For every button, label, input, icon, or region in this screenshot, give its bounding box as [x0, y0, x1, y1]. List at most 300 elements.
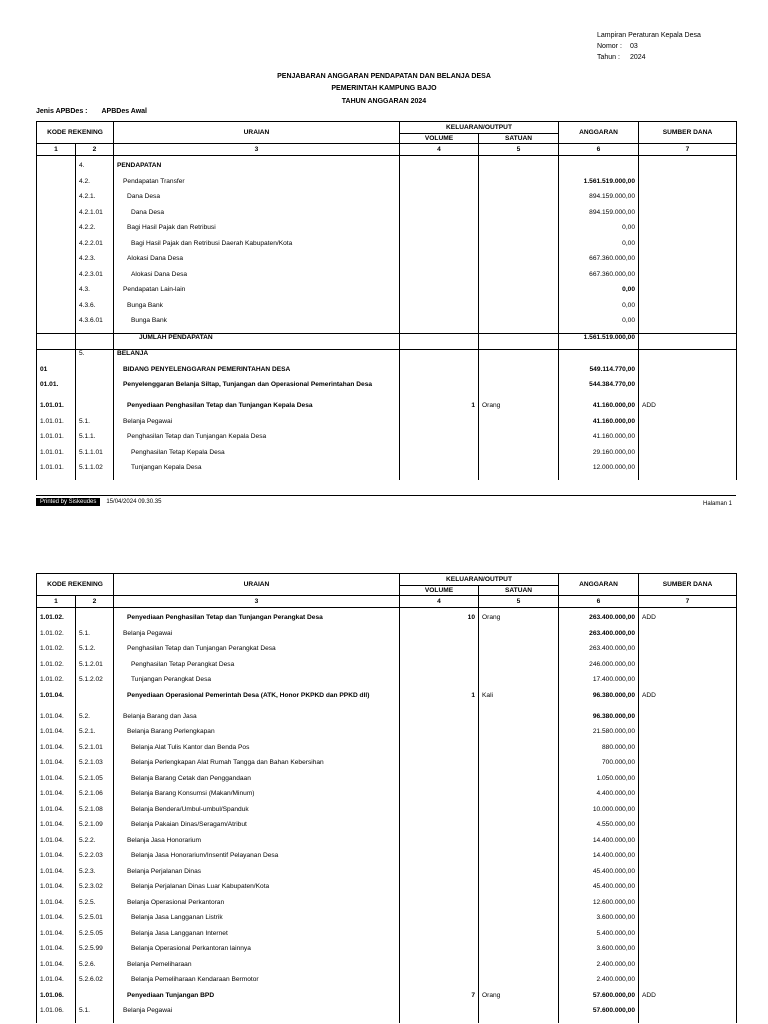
cell-volume	[400, 333, 479, 350]
col-num-2: 2	[76, 144, 114, 156]
cell-uraian: Belanja Operasional Perkantoran lainnya	[114, 945, 400, 961]
cell-anggaran: 880.000,00	[559, 744, 639, 760]
cell-satuan	[479, 976, 559, 992]
table-row	[37, 302, 737, 318]
cell-kode-2: 5.2.3.02	[76, 883, 114, 899]
cell-satuan	[479, 1007, 559, 1023]
cell-volume	[400, 317, 479, 333]
cell-kode-2: 5.2.2.03	[76, 852, 114, 868]
table-row	[37, 209, 737, 225]
cell-anggaran: 0,00	[559, 317, 639, 333]
budget-table-page-2	[36, 573, 737, 1023]
cell-satuan	[479, 366, 559, 382]
cell-anggaran: 41.160.000,00	[559, 418, 639, 434]
cell-volume	[400, 162, 479, 178]
col-sumber-dana: SUMBER DANA	[639, 574, 737, 596]
cell-satuan	[479, 837, 559, 853]
cell-satuan	[479, 713, 559, 729]
cell-kode-2: 4.2.1.	[76, 193, 114, 209]
table-row	[37, 976, 737, 992]
cell-anggaran: 14.400.000,00	[559, 852, 639, 868]
cell-uraian: Belanja Operasional Perkantoran	[114, 899, 400, 915]
table-row	[37, 240, 737, 256]
table-row	[37, 381, 737, 402]
cell-anggaran: 894.159.000,00	[559, 209, 639, 225]
cell-kode-2: 5.2.1.05	[76, 775, 114, 791]
cell-satuan	[479, 930, 559, 946]
cell-sumber-dana	[639, 162, 737, 178]
cell-satuan	[479, 162, 559, 178]
cell-satuan: Orang	[479, 992, 559, 1008]
cell-volume	[400, 193, 479, 209]
cell-kode-1: 1.01.04.	[37, 806, 76, 822]
cell-satuan	[479, 630, 559, 646]
col-satuan: SATUAN	[479, 586, 559, 596]
cell-volume	[400, 976, 479, 992]
col-num-4: 4	[400, 144, 479, 156]
cell-satuan	[479, 945, 559, 961]
cell-kode-1	[37, 178, 76, 194]
cell-anggaran: 0,00	[559, 240, 639, 256]
cell-kode-2: 5.2.1.08	[76, 806, 114, 822]
cell-anggaran: 4.400.000,00	[559, 790, 639, 806]
cell-uraian: Pendapatan Lain-lain	[114, 286, 400, 302]
cell-sumber-dana	[639, 240, 737, 256]
cell-kode-1: 1.01.04.	[37, 899, 76, 915]
cell-volume	[400, 899, 479, 915]
cell-volume: 7	[400, 992, 479, 1008]
cell-uraian: Penyediaan Penghasilan Tetap dan Tunjangan Perangkat Desa	[114, 614, 400, 630]
cell-kode-2: 5.2.1.03	[76, 759, 114, 775]
table-row	[37, 899, 737, 915]
cell-satuan	[479, 759, 559, 775]
cell-uraian: Penghasilan Tetap dan Tunjangan Perangkat Desa	[114, 645, 400, 661]
cell-sumber-dana	[639, 775, 737, 791]
cell-anggaran: 57.600.000,00	[559, 1007, 639, 1023]
col-num-5: 5	[479, 144, 559, 156]
cell-sumber-dana	[639, 661, 737, 677]
cell-kode-2: 5.2.5.99	[76, 945, 114, 961]
doc-title-1: PENJABARAN ANGGARAN PENDAPATAN DAN BELANJA DESA	[277, 73, 491, 80]
cell-kode-1: 1.01.04.	[37, 930, 76, 946]
cell-kode-1	[37, 317, 76, 333]
cell-kode-1: 1.01.02.	[37, 645, 76, 661]
cell-kode-1: 01	[37, 366, 76, 382]
cell-sumber-dana: ADD	[639, 402, 737, 418]
cell-kode-1: 1.01.04.	[37, 821, 76, 837]
cell-uraian: BIDANG PENYELENGGARAN PEMERINTAHAN DESA	[114, 366, 400, 382]
cell-kode-2: 4.3.6.01	[76, 317, 114, 333]
cell-sumber-dana	[639, 790, 737, 806]
cell-volume	[400, 255, 479, 271]
cell-uraian: Belanja Perjalanan Dinas	[114, 868, 400, 884]
budget-table-page-1	[36, 121, 737, 480]
cell-anggaran: 0,00	[559, 302, 639, 318]
jenis-apbdes	[36, 108, 161, 115]
col-num-7: 7	[639, 144, 737, 156]
cell-sumber-dana: ADD	[639, 614, 737, 630]
cell-kode-2: 5.2.6.	[76, 961, 114, 977]
cell-kode-2: 5.2.1.01	[76, 744, 114, 760]
cell-volume	[400, 713, 479, 729]
cell-satuan	[479, 645, 559, 661]
cell-sumber-dana	[639, 759, 737, 775]
cell-satuan	[479, 961, 559, 977]
col-volume: VOLUME	[400, 586, 479, 596]
col-num-5: 5	[479, 596, 559, 608]
col-num-1: 1	[37, 596, 76, 608]
cell-kode-2: 5.	[76, 350, 114, 366]
table-row	[37, 961, 737, 977]
cell-kode-1	[37, 302, 76, 318]
cell-uraian: Belanja Jasa Langganan Listrik	[114, 914, 400, 930]
cell-volume	[400, 464, 479, 480]
cell-volume: 10	[400, 614, 479, 630]
cell-kode-1: 1.01.04.	[37, 914, 76, 930]
cell-volume	[400, 1007, 479, 1023]
cell-uraian: Belanja Jasa Honorarium	[114, 837, 400, 853]
cell-sumber-dana	[639, 464, 737, 480]
cell-sumber-dana	[639, 366, 737, 382]
cell-kode-2: 5.2.3.	[76, 868, 114, 884]
col-num-3: 3	[114, 596, 400, 608]
cell-uraian: Belanja Jasa Honorarium/Insentif Pelayanan Desa	[114, 852, 400, 868]
cell-kode-2: 5.1.	[76, 630, 114, 646]
cell-kode-1	[37, 286, 76, 302]
cell-sumber-dana	[639, 178, 737, 194]
cell-satuan	[479, 852, 559, 868]
cell-uraian: Bagi Hasil Pajak dan Retribusi	[114, 224, 400, 240]
cell-kode-2	[76, 402, 114, 418]
cell-anggaran: 57.600.000,00	[559, 992, 639, 1008]
cell-sumber-dana: ADD	[639, 692, 737, 713]
jenis-label: Jenis APBDes :	[36, 108, 88, 115]
cell-volume	[400, 433, 479, 449]
cell-anggaran: 667.360.000,00	[559, 255, 639, 271]
tahun-line	[597, 52, 701, 63]
jenis-value: APBDes Awal	[101, 108, 148, 115]
table-row	[37, 852, 737, 868]
cell-volume	[400, 302, 479, 318]
cell-sumber-dana	[639, 449, 737, 465]
cell-anggaran: 41.160.000,00	[559, 433, 639, 449]
cell-anggaran: 4.550.000,00	[559, 821, 639, 837]
cell-anggaran: 14.400.000,00	[559, 837, 639, 853]
cell-sumber-dana	[639, 744, 737, 760]
cell-satuan	[479, 821, 559, 837]
cell-kode-2: 5.2.1.	[76, 728, 114, 744]
cell-kode-2	[76, 692, 114, 713]
table-row	[37, 992, 737, 1008]
cell-anggaran: 1.561.519.000,00	[559, 178, 639, 194]
col-uraian: URAIAN	[114, 122, 400, 144]
cell-volume	[400, 661, 479, 677]
cell-satuan: Orang	[479, 402, 559, 418]
cell-uraian: Penyelenggaran Belanja Siltap, Tunjangan dan Operasional Pemerintahan Desa	[114, 381, 400, 402]
col-sumber-dana: SUMBER DANA	[639, 122, 737, 144]
cell-volume	[400, 775, 479, 791]
cell-volume	[400, 806, 479, 822]
cell-kode-2: 4.3.	[76, 286, 114, 302]
cell-kode-2: 5.1.2.01	[76, 661, 114, 677]
cell-uraian: Penghasilan Tetap dan Tunjangan Kepala Desa	[114, 433, 400, 449]
cell-satuan	[479, 350, 559, 366]
cell-kode-1: 1.01.01.	[37, 464, 76, 480]
col-keluaran: KELUARAN/OUTPUT	[400, 574, 559, 586]
cell-sumber-dana	[639, 302, 737, 318]
cell-sumber-dana	[639, 806, 737, 822]
cell-uraian: Belanja Pegawai	[114, 418, 400, 434]
cell-uraian: Bunga Bank	[114, 302, 400, 318]
cell-satuan	[479, 775, 559, 791]
cell-satuan	[479, 868, 559, 884]
cell-satuan	[479, 790, 559, 806]
cell-kode-1: 1.01.04.	[37, 713, 76, 729]
nomor-line	[597, 41, 701, 52]
table-row	[37, 883, 737, 899]
cell-kode-2: 5.2.6.02	[76, 976, 114, 992]
cell-satuan	[479, 240, 559, 256]
cell-anggaran: 45.400.000,00	[559, 868, 639, 884]
col-anggaran: ANGGARAN	[559, 122, 639, 144]
cell-uraian: Belanja Pemeliharaan Kendaraan Bermotor	[114, 976, 400, 992]
cell-sumber-dana	[639, 852, 737, 868]
cell-volume	[400, 350, 479, 366]
cell-anggaran: 96.380.000,00	[559, 692, 639, 713]
cell-anggaran: 0,00	[559, 286, 639, 302]
cell-volume	[400, 366, 479, 382]
cell-sumber-dana	[639, 381, 737, 402]
cell-sumber-dana	[639, 209, 737, 225]
table-row	[37, 806, 737, 822]
cell-satuan	[479, 317, 559, 333]
cell-sumber-dana	[639, 271, 737, 287]
table-row	[37, 366, 737, 382]
cell-kode-1: 1.01.04.	[37, 868, 76, 884]
cell-anggaran: 544.384.770,00	[559, 381, 639, 402]
cell-kode-1: 1.01.04.	[37, 744, 76, 760]
cell-anggaran: 0,00	[559, 224, 639, 240]
cell-kode-2: 4.2.3.01	[76, 271, 114, 287]
cell-uraian: Belanja Alat Tulis Kantor dan Benda Pos	[114, 744, 400, 760]
cell-anggaran: 2.400.000,00	[559, 976, 639, 992]
cell-kode-2	[76, 992, 114, 1008]
cell-kode-1: 1.01.01.	[37, 449, 76, 465]
table-row	[37, 728, 737, 744]
printed-datetime: 15/04/2024 09.30.35	[106, 499, 162, 505]
cell-sumber-dana	[639, 333, 737, 350]
cell-volume	[400, 868, 479, 884]
cell-sumber-dana	[639, 961, 737, 977]
cell-anggaran: 5.400.000,00	[559, 930, 639, 946]
cell-volume	[400, 945, 479, 961]
cell-anggaran: 894.159.000,00	[559, 193, 639, 209]
cell-satuan	[479, 806, 559, 822]
cell-uraian: BELANJA	[114, 350, 400, 366]
cell-satuan	[479, 883, 559, 899]
tahun-value: 2024	[629, 54, 646, 61]
cell-kode-2	[76, 614, 114, 630]
cell-kode-1: 1.01.01.	[37, 418, 76, 434]
cell-uraian: Belanja Perlengkapan Alat Rumah Tangga dan Bahan Kebersihan	[114, 759, 400, 775]
cell-anggaran: 263.400.000,00	[559, 614, 639, 630]
cell-uraian: Belanja Bendera/Umbul-umbul/Spanduk	[114, 806, 400, 822]
cell-satuan	[479, 418, 559, 434]
col-num-7: 7	[639, 596, 737, 608]
cell-uraian: Belanja Barang Perlengkapan	[114, 728, 400, 744]
doc-title-3: TAHUN ANGGARAN 2024	[341, 98, 427, 105]
cell-sumber-dana	[639, 418, 737, 434]
cell-kode-1: 1.01.02.	[37, 630, 76, 646]
cell-sumber-dana	[639, 837, 737, 853]
cell-kode-2: 4.2.2.01	[76, 240, 114, 256]
table-row	[37, 821, 737, 837]
cell-kode-2: 5.1.2.	[76, 645, 114, 661]
cell-sumber-dana	[639, 976, 737, 992]
cell-uraian: Belanja Perjalanan Dinas Luar Kabupaten/Kota	[114, 883, 400, 899]
cell-uraian: Penghasilan Tetap Perangkat Desa	[114, 661, 400, 677]
cell-kode-1	[37, 333, 76, 350]
cell-kode-2: 4.2.3.	[76, 255, 114, 271]
table-row	[37, 645, 737, 661]
table-row	[37, 449, 737, 465]
doc-title-2: PEMERINTAH KAMPUNG BAJO	[331, 85, 437, 92]
cell-anggaran: 10.000.000,00	[559, 806, 639, 822]
table-row	[37, 271, 737, 287]
cell-uraian: Alokasi Dana Desa	[114, 255, 400, 271]
table-row	[37, 930, 737, 946]
cell-sumber-dana	[639, 821, 737, 837]
table-body-page-1	[37, 156, 737, 480]
col-keluaran: KELUARAN/OUTPUT	[400, 122, 559, 134]
table-row	[37, 676, 737, 692]
table-row	[37, 759, 737, 775]
cell-volume	[400, 790, 479, 806]
cell-anggaran: 549.114.770,00	[559, 366, 639, 382]
cell-volume	[400, 381, 479, 402]
cell-volume	[400, 224, 479, 240]
table-row	[37, 333, 737, 350]
cell-sumber-dana	[639, 630, 737, 646]
cell-satuan: Kali	[479, 692, 559, 713]
cell-sumber-dana: ADD	[639, 992, 737, 1008]
cell-uraian: Belanja Pegawai	[114, 630, 400, 646]
cell-volume: 1	[400, 692, 479, 713]
table-row	[37, 914, 737, 930]
cell-volume	[400, 883, 479, 899]
table-row	[37, 868, 737, 884]
cell-anggaran: 12.600.000,00	[559, 899, 639, 915]
page-number: Halaman 1	[702, 501, 732, 507]
cell-kode-1	[37, 271, 76, 287]
cell-kode-2	[76, 366, 114, 382]
cell-kode-2: 5.2.1.06	[76, 790, 114, 806]
table-row	[37, 350, 737, 366]
cell-volume	[400, 286, 479, 302]
cell-sumber-dana	[639, 286, 737, 302]
cell-kode-1: 1.01.02.	[37, 661, 76, 677]
table-row	[37, 162, 737, 178]
cell-kode-1: 1.01.04.	[37, 976, 76, 992]
cell-volume	[400, 240, 479, 256]
table-row	[37, 418, 737, 434]
cell-kode-1: 1.01.04.	[37, 692, 76, 713]
printed-by-badge: Printed by Siskeudes	[36, 498, 100, 506]
cell-satuan	[479, 271, 559, 287]
cell-kode-1: 1.01.04.	[37, 790, 76, 806]
cell-satuan	[479, 914, 559, 930]
cell-uraian: Penyediaan Penghasilan Tetap dan Tunjangan Kepala Desa	[114, 402, 400, 418]
cell-uraian: Belanja Barang Konsumsi (Makan/Minum)	[114, 790, 400, 806]
cell-uraian: Bunga Bank	[114, 317, 400, 333]
cell-volume	[400, 852, 479, 868]
cell-sumber-dana	[639, 255, 737, 271]
cell-anggaran: 17.400.000,00	[559, 676, 639, 692]
cell-kode-1	[37, 209, 76, 225]
cell-uraian: Penghasilan Tetap Kepala Desa	[114, 449, 400, 465]
cell-volume: 1	[400, 402, 479, 418]
lampiran-block	[597, 30, 701, 63]
cell-anggaran: 21.580.000,00	[559, 728, 639, 744]
cell-volume	[400, 630, 479, 646]
tahun-label: Tahun :	[597, 54, 620, 61]
cell-kode-1: 1.01.04.	[37, 961, 76, 977]
cell-kode-1	[37, 350, 76, 366]
cell-kode-2: 5.2.1.09	[76, 821, 114, 837]
cell-anggaran: 41.160.000,00	[559, 402, 639, 418]
footer-divider	[36, 495, 736, 496]
table-row	[37, 837, 737, 853]
table-row	[37, 1007, 737, 1023]
cell-kode-1: 1.01.06.	[37, 1007, 76, 1023]
cell-anggaran: 246.000.000,00	[559, 661, 639, 677]
cell-satuan	[479, 286, 559, 302]
cell-kode-2: 5.2.5.05	[76, 930, 114, 946]
cell-kode-1	[37, 240, 76, 256]
cell-anggaran: 700.000,00	[559, 759, 639, 775]
table-row	[37, 193, 737, 209]
cell-volume	[400, 418, 479, 434]
cell-uraian: Tunjangan Perangkat Desa	[114, 676, 400, 692]
cell-uraian: Alokasi Dana Desa	[114, 271, 400, 287]
table-row	[37, 464, 737, 480]
cell-satuan	[479, 209, 559, 225]
col-satuan: SATUAN	[479, 134, 559, 144]
cell-satuan	[479, 744, 559, 760]
cell-satuan	[479, 676, 559, 692]
cell-kode-2: 5.1.	[76, 1007, 114, 1023]
cell-sumber-dana	[639, 868, 737, 884]
cell-uraian: Penyediaan Tunjangan BPD	[114, 992, 400, 1008]
cell-kode-2: 5.2.	[76, 713, 114, 729]
cell-kode-1	[37, 193, 76, 209]
cell-kode-1	[37, 255, 76, 271]
col-volume: VOLUME	[400, 134, 479, 144]
cell-kode-1: 1.01.04.	[37, 837, 76, 853]
cell-sumber-dana	[639, 713, 737, 729]
cell-volume	[400, 271, 479, 287]
cell-anggaran: 29.160.000,00	[559, 449, 639, 465]
cell-anggaran: 263.400.000,00	[559, 630, 639, 646]
table-row	[37, 661, 737, 677]
cell-satuan	[479, 333, 559, 350]
col-uraian: URAIAN	[114, 574, 400, 596]
col-kode-rekening: KODE REKENING	[37, 122, 114, 144]
cell-satuan	[479, 464, 559, 480]
print-footer	[36, 498, 161, 506]
cell-kode-1: 1.01.04.	[37, 945, 76, 961]
cell-satuan	[479, 728, 559, 744]
